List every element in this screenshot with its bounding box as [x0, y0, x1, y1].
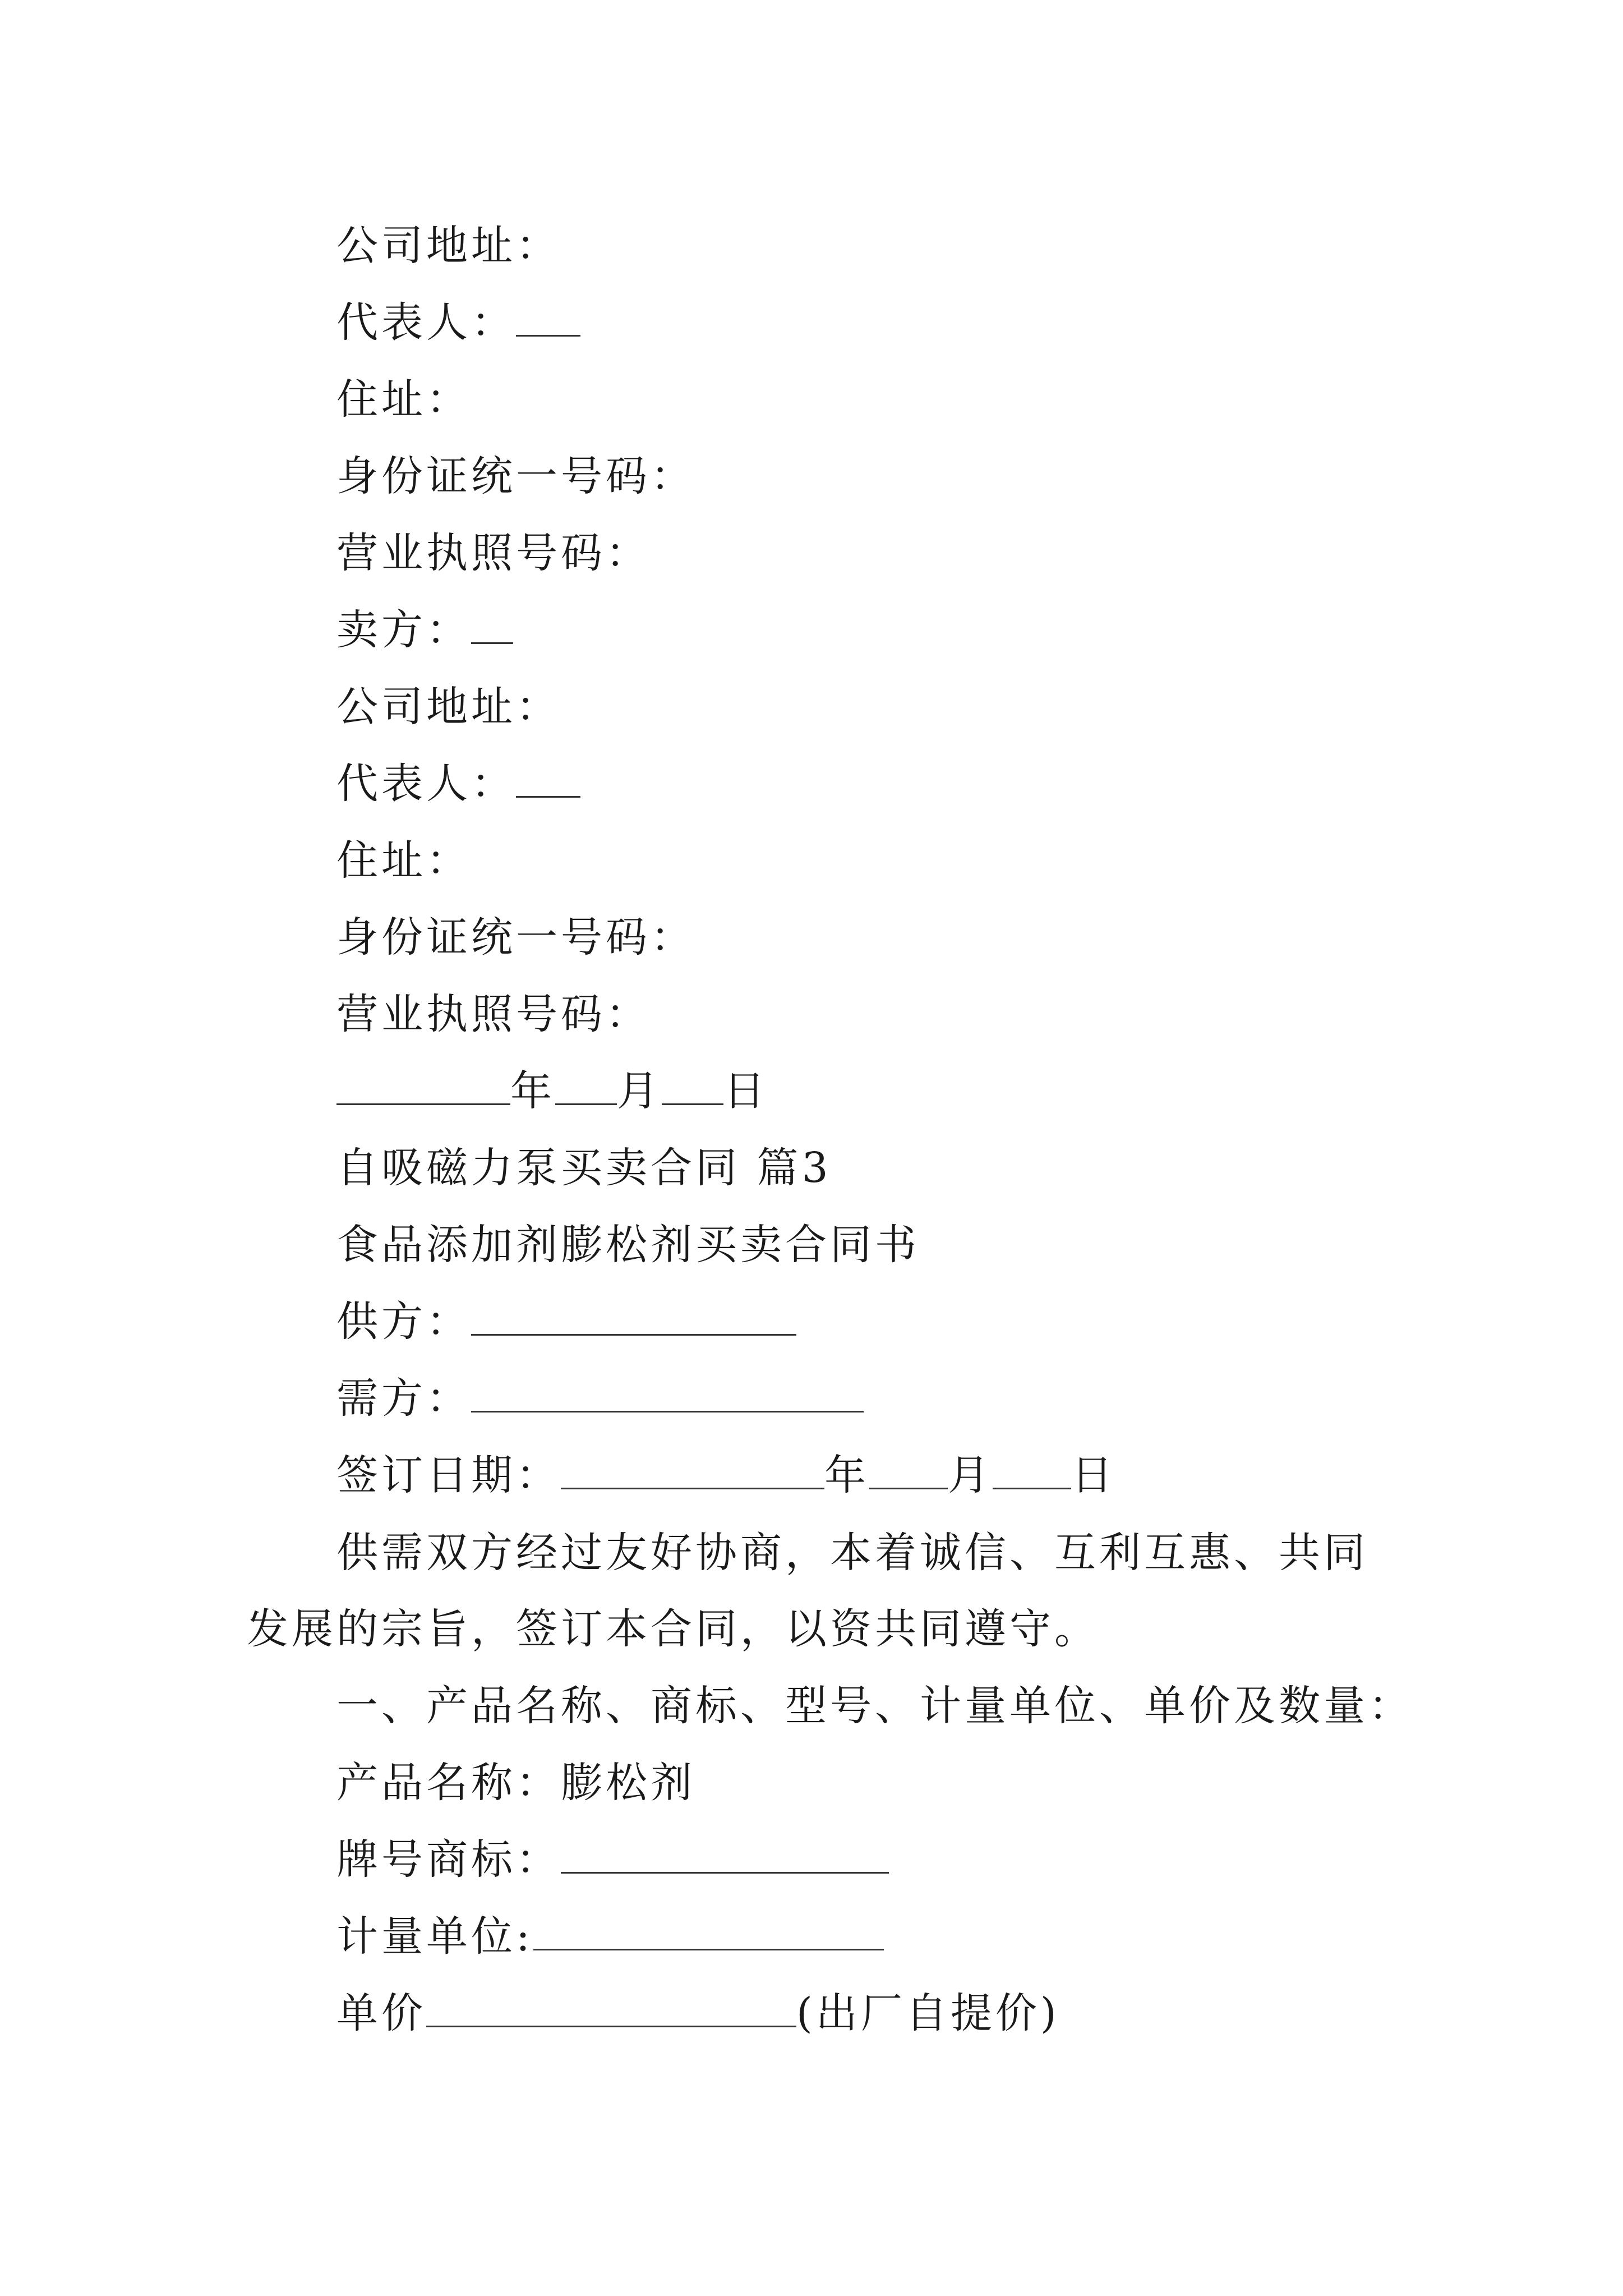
- seller-line: [336, 602, 513, 658]
- month-label: 月: [948, 1451, 993, 1499]
- supplier-line: [336, 1294, 796, 1350]
- seller-representative: [336, 756, 580, 812]
- blank-line: [561, 1453, 824, 1489]
- label: 计量单位:: [336, 1912, 533, 1961]
- day-label: 日: [723, 1067, 768, 1115]
- brand-line: [336, 1832, 889, 1888]
- seller-id-number: [336, 909, 695, 965]
- heading: 自吸磁力泵买卖合同 篇3: [336, 1144, 832, 1192]
- day-label: 日: [1071, 1451, 1116, 1499]
- seller-license-number: [336, 986, 651, 1042]
- buyer-license-number: [336, 525, 651, 581]
- preamble-paragraph: 供需双方经过友好协商，本着诚信、互利互惠、共同发展的宗旨，签订本合同，以资共同遵守。: [247, 1529, 1368, 1653]
- unit-line: [336, 1908, 884, 1964]
- blank-line: [555, 1069, 617, 1105]
- label: 产品名称：: [336, 1759, 561, 1807]
- demander-line: [336, 1370, 864, 1427]
- blank-line: [516, 300, 580, 337]
- month-label: 月: [617, 1067, 662, 1115]
- buyer-representative: [336, 295, 580, 351]
- label: 住址：: [336, 375, 471, 424]
- label: 代表人：: [336, 760, 516, 808]
- label: 住址：: [336, 836, 471, 885]
- price-line: [336, 1985, 1060, 2041]
- signing-date-line: [336, 1447, 1116, 1503]
- label: 身份证统一号码：: [336, 913, 695, 961]
- year-label: 年: [824, 1451, 869, 1499]
- seller-residence: [336, 832, 471, 889]
- buyer-company-address: [336, 218, 561, 274]
- year-label: 年: [510, 1067, 555, 1115]
- label: 代表人：: [336, 298, 516, 347]
- date-line: [336, 1063, 768, 1119]
- label: 营业执照号码：: [336, 990, 651, 1038]
- title: 食品添加剂膨松剂买卖合同书: [336, 1221, 920, 1269]
- label: 卖方：: [336, 606, 471, 654]
- contract-title: [336, 1217, 920, 1273]
- blank-line: [993, 1453, 1071, 1489]
- blank-line: [533, 1914, 884, 1950]
- label: 单价: [336, 1989, 426, 2037]
- buyer-id-number: [336, 448, 695, 504]
- blank-line: [471, 1299, 796, 1336]
- blank-line: [662, 1069, 723, 1105]
- label: 营业执照号码：: [336, 529, 651, 577]
- buyer-residence: [336, 371, 471, 427]
- label: 供方：: [336, 1297, 471, 1346]
- blank-line: [516, 761, 580, 798]
- blank-line: [471, 1376, 864, 1412]
- section-heading: [336, 1140, 832, 1196]
- blank-line: [561, 1837, 889, 1874]
- label: 牌号商标：: [336, 1835, 561, 1884]
- blank-line: [426, 1991, 796, 2027]
- product-name-line: [336, 1755, 695, 1811]
- seller-company-address: [336, 679, 561, 735]
- note: (出厂自提价): [796, 1989, 1060, 2037]
- label: 身份证统一号码：: [336, 452, 695, 500]
- heading: 一、产品名称、商标、型号、计量单位、单价及数量：: [336, 1682, 1413, 1730]
- clause-one-heading: [336, 1678, 1413, 1734]
- value: 膨松剂: [561, 1759, 695, 1807]
- blank-line: [336, 1069, 510, 1105]
- label: 签订日期：: [336, 1451, 561, 1499]
- label: 需方：: [336, 1374, 471, 1423]
- label: 公司地址：: [336, 683, 561, 731]
- label: 公司地址：: [336, 222, 561, 270]
- blank-line: [471, 608, 513, 644]
- blank-line: [869, 1453, 948, 1489]
